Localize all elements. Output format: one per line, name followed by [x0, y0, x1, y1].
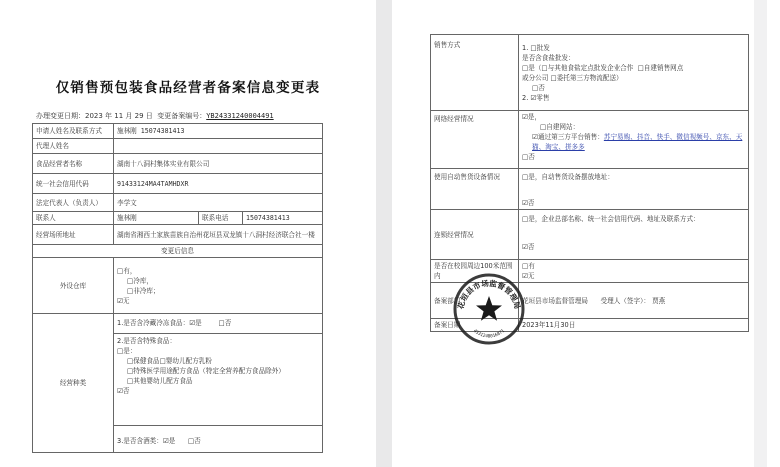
q3-text: 3.是否含酒类：	[117, 437, 163, 445]
page-gap	[376, 0, 392, 467]
online-label: 网络经营情况	[431, 111, 519, 169]
q2-text: 2.是否含特殊食品：	[117, 337, 177, 345]
contact-value: 施林刚	[114, 212, 199, 225]
legal-rep-value: 李学文	[114, 194, 323, 212]
change-date-value: 2023 年 11 月 29 日	[85, 112, 153, 120]
salt-no: □否	[532, 83, 545, 92]
chain-no: ☑否	[522, 243, 535, 251]
form-meta-line	[36, 111, 274, 121]
online-options	[519, 111, 749, 169]
business-type-label: 经营种类	[33, 314, 114, 453]
form-title: 仅销售预包装食品经营者备案信息变更表	[55, 80, 321, 96]
record-no-value: YB24331240004491	[206, 112, 274, 120]
chain-options	[519, 210, 749, 260]
storage-options	[114, 258, 323, 314]
change-date-label: 办理变更日期：	[36, 112, 85, 120]
receiver-value: 贾燕	[652, 296, 666, 305]
authority-label: 备案部门	[431, 283, 519, 319]
online-platforms: 苏宁易购、抖音、快手、微信视频号、京东、天猫、淘宝、拼多多	[532, 133, 743, 151]
salt-entrust: □委托第三方物流配送）	[550, 73, 623, 82]
storage-opt-noncold: □非冷库；	[127, 286, 160, 295]
salt-yes: □是（□与其他食盐定点批发企业合作	[522, 63, 634, 72]
phone-label: 联系电话	[199, 212, 243, 225]
storage-opt-none: ☑无	[117, 296, 130, 305]
record-date-value: 2023年11月30日	[519, 319, 749, 332]
q1-no: □否	[218, 319, 232, 327]
sales-opt-retail: 2. ☑零售	[522, 93, 550, 102]
campus-options	[519, 260, 749, 283]
storage-opt-yes: □有，	[117, 266, 137, 275]
campus-no: ☑无	[522, 272, 535, 280]
q2-opt3: □其他婴幼儿配方食品	[127, 377, 193, 385]
address-label: 经营场所地址	[33, 225, 114, 245]
chain-yes: □是，企业总部名称、统一社会信用代码、地址及联系方式：	[522, 215, 700, 223]
left-page	[0, 0, 376, 467]
left-form-table	[32, 123, 323, 453]
salt-yes-line	[522, 63, 745, 73]
online-self-site: □自建网站：	[540, 123, 580, 131]
seal-number: 4331240016871	[472, 328, 506, 340]
chain-label: 连锁经营情况	[431, 210, 519, 260]
record-no-label: 变更备案编号：	[157, 112, 207, 120]
agent-value	[114, 139, 323, 154]
storage-opt-cold: □冷库，	[127, 276, 154, 285]
seal-arc-text: 花垣县市场监督管理局	[456, 278, 522, 310]
salt-company-line	[522, 73, 745, 83]
business-type-options	[114, 314, 323, 453]
official-seal	[452, 272, 526, 346]
receiver-label: 受理人（签字）：	[600, 296, 650, 305]
q2-block	[114, 334, 322, 426]
q1-row	[114, 314, 322, 334]
vending-no: ☑否	[522, 199, 535, 207]
campus-yes: □有	[522, 262, 535, 270]
sales-mode-label: 销售方式	[431, 35, 519, 111]
phone-value: 15074381413	[243, 212, 323, 225]
agent-label: 代理人姓名	[33, 139, 114, 154]
online-third-party: ☑通过第三方平台销售：	[532, 133, 604, 141]
q2-opt2: □特殊医学用途配方食品（特定全营养配方食品除外）	[127, 367, 285, 375]
q2-no: ☑否	[117, 387, 130, 395]
online-no: □否	[522, 153, 535, 161]
contact-label: 联系人	[33, 212, 114, 225]
q1-yes: ☑是	[189, 319, 202, 327]
after-change-header: 变更后信息	[33, 245, 323, 258]
q2-opt1: □保健食品□婴幼儿配方乳粉	[127, 357, 212, 365]
salt-question: 是否含食盐批发：	[522, 53, 575, 62]
record-date-label: 备案日期	[431, 319, 519, 332]
salt-or-company: 或分公司	[522, 73, 549, 82]
q2-yes: □是：	[117, 347, 137, 355]
address-value: 湖南省湘西土家族苗族自治州花垣县双龙镇十八洞村经济联合社一楼	[114, 225, 323, 245]
salt-own-net: □自建销售网点	[637, 63, 684, 72]
q1-text: 1.是否含冷藏冷冻食品：	[117, 319, 190, 327]
applicant-label: 申请人姓名及联系方式	[33, 124, 114, 139]
vending-yes: □是，自动售货设备摆放地址：	[522, 173, 614, 181]
right-page	[392, 0, 767, 467]
q3-yes: ☑是	[162, 437, 176, 445]
seal-star-icon	[476, 296, 502, 321]
storage-label: 外设仓库	[33, 258, 114, 314]
vending-options	[519, 169, 749, 210]
online-yes: ☑是，	[522, 113, 542, 121]
online-third-party-line	[522, 132, 745, 152]
authority-value: 花垣县市场监督管理局	[522, 296, 588, 305]
credit-code-value: 91433124MA4TAMHDXR	[114, 174, 323, 194]
applicant-value: 施林刚 15074381413	[114, 124, 323, 139]
vending-label: 使用自动售货设备情况	[431, 169, 519, 210]
q3-no: □否	[187, 437, 201, 445]
q3-row	[114, 426, 322, 452]
credit-code-label: 统一社会信用代码	[33, 174, 114, 194]
campus-label: 是否在校园周边100米范围内	[431, 260, 519, 283]
authority-row	[519, 283, 749, 319]
sales-mode-options	[519, 35, 749, 111]
sales-opt-wholesale: 1. □批发	[522, 43, 550, 52]
right-page-edge	[754, 0, 767, 467]
operator-value: 湖南十八洞村集体实业有限公司	[114, 154, 323, 174]
operator-label: 食品经营者名称	[33, 154, 114, 174]
legal-rep-label: 法定代表人（负责人）	[33, 194, 114, 212]
